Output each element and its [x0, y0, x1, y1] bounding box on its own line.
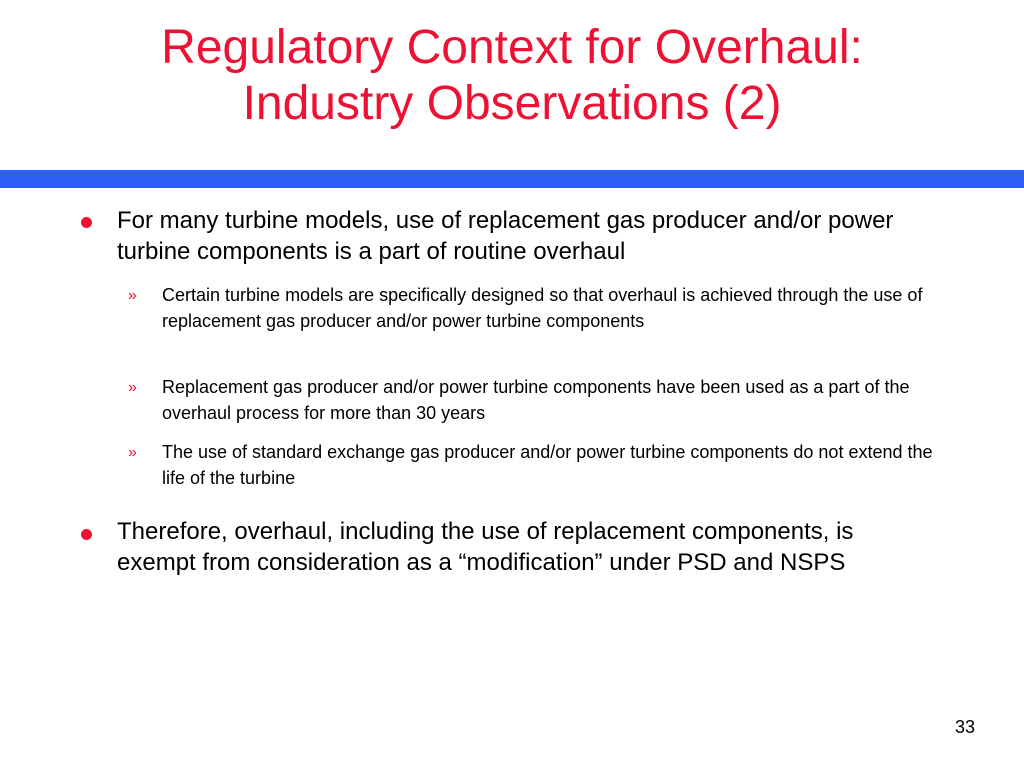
sub-bullet-3-text: The use of standard exchange gas producer and/or power turbine components do not extend the life of the turbine: [162, 442, 933, 488]
page-number: 33: [954, 717, 975, 737]
title-line-1: Regulatory Context for Overhaul:: [161, 21, 863, 74]
double-chevron-bullet-icon: »: [128, 287, 137, 304]
double-chevron-bullet-icon: »: [128, 379, 137, 396]
sub-bullet-1-text: Certain turbine models are specifically designed so that overhaul is achieved through the use of replacement gas producer and/or power turbine components: [162, 285, 923, 331]
bullet-2-text: Therefore, overhaul, including the use of replacement components, is exempt from consideration as a “modification” under PSD and NSPS: [117, 518, 854, 576]
red-dot-bullet-icon: [81, 217, 92, 228]
sub-bullet-2-text: Replacement gas producer and/or power turbine components have been used as a part of the overhaul process for more than 30 years: [162, 377, 910, 423]
title-line-2: Industry Observations (2): [242, 77, 782, 130]
red-dot-bullet-icon: [81, 529, 92, 540]
double-chevron-bullet-icon: »: [128, 444, 137, 461]
bullet-1-text: For many turbine models, use of replacement gas producer and/or power turbine components is a part of routine overhaul: [117, 207, 894, 265]
